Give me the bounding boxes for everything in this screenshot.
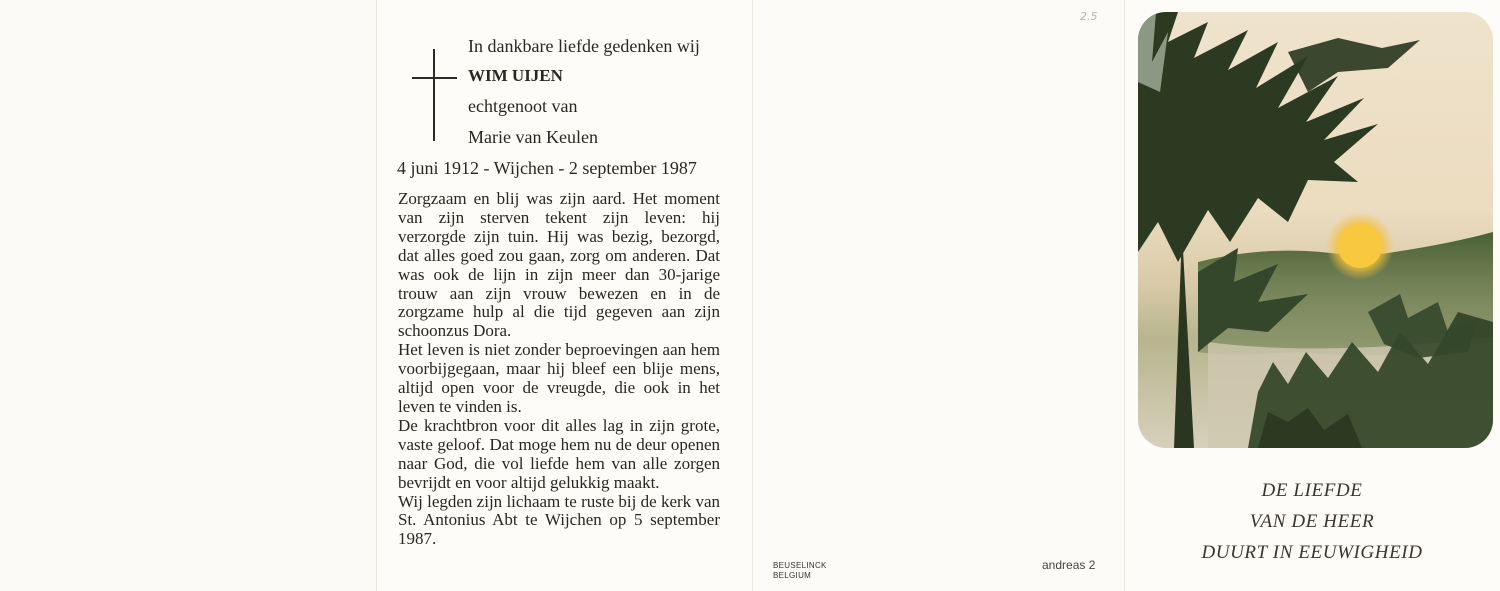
verse-line: DE LIEFDE bbox=[1261, 480, 1363, 501]
spouse-name: Marie van Keulen bbox=[468, 127, 598, 147]
memorial-paragraph: Zorgzaam en blij was zijn aard. Het moment van zijn sterven tekent zijn leven: hij verzorgde zijn tuin. Hij was bezig, bezorgd, dat alles goed zou gaan, zorg om anderen. Dat was ook de lijn in zijn meer dan 30-jarige trouw aan zijn vrouw bewezen en in de zorgzame hulp al die tijd gegeven aan zijn schoonzus Dora. bbox=[398, 189, 720, 341]
memorial-text bbox=[398, 190, 720, 549]
deceased-name: WIM UIJEN bbox=[468, 66, 563, 85]
thistle-sunset-image bbox=[1138, 12, 1493, 448]
fold-line bbox=[1124, 0, 1125, 591]
cross-icon-bar bbox=[412, 77, 457, 79]
memorial-paragraph: De krachtbron voor dit alles lag in zijn grote, vaste geloof. Dat moge hem nu de deur openen naar God, die vol liefde hem van alle zorgen bevrijdt en voor altijd gelukkig maakt. bbox=[398, 415, 720, 492]
life-dates: 4 juni 1912 - Wijchen - 2 september 1987 bbox=[397, 158, 697, 178]
memorial-paragraph: Wij legden zijn lichaam te ruste bij de kerk van St. Antonius Abt te Wijchen op 5 september 1987. bbox=[398, 491, 720, 549]
relation-line: echtgenoot van bbox=[468, 96, 578, 116]
cover-photo bbox=[1138, 12, 1493, 448]
cross-icon bbox=[433, 49, 435, 141]
pencil-mark: 2.5 bbox=[1080, 10, 1098, 23]
publisher-name: BEUSELINCK bbox=[773, 561, 827, 570]
fold-line bbox=[752, 0, 753, 591]
memorial-paragraph: Het leven is niet zonder beproevingen aan hem voorbijgegaan, maar hij bleef een blije mens, altijd open voor de vreugde, die ook in het leven te vinden is. bbox=[398, 340, 720, 416]
blank-inner-panel bbox=[752, 0, 1124, 591]
publisher-imprint bbox=[773, 561, 827, 581]
verse-line: DUURT IN EEUWIGHEID bbox=[1201, 542, 1423, 563]
verse-line: VAN DE HEER bbox=[1249, 511, 1375, 532]
blank-back-panel bbox=[0, 0, 376, 591]
fold-line bbox=[376, 0, 377, 591]
intro-line: In dankbare liefde gedenken wij bbox=[468, 36, 700, 56]
card-reference: andreas 2 bbox=[1042, 558, 1096, 572]
publisher-country: BELGIUM bbox=[773, 571, 812, 580]
